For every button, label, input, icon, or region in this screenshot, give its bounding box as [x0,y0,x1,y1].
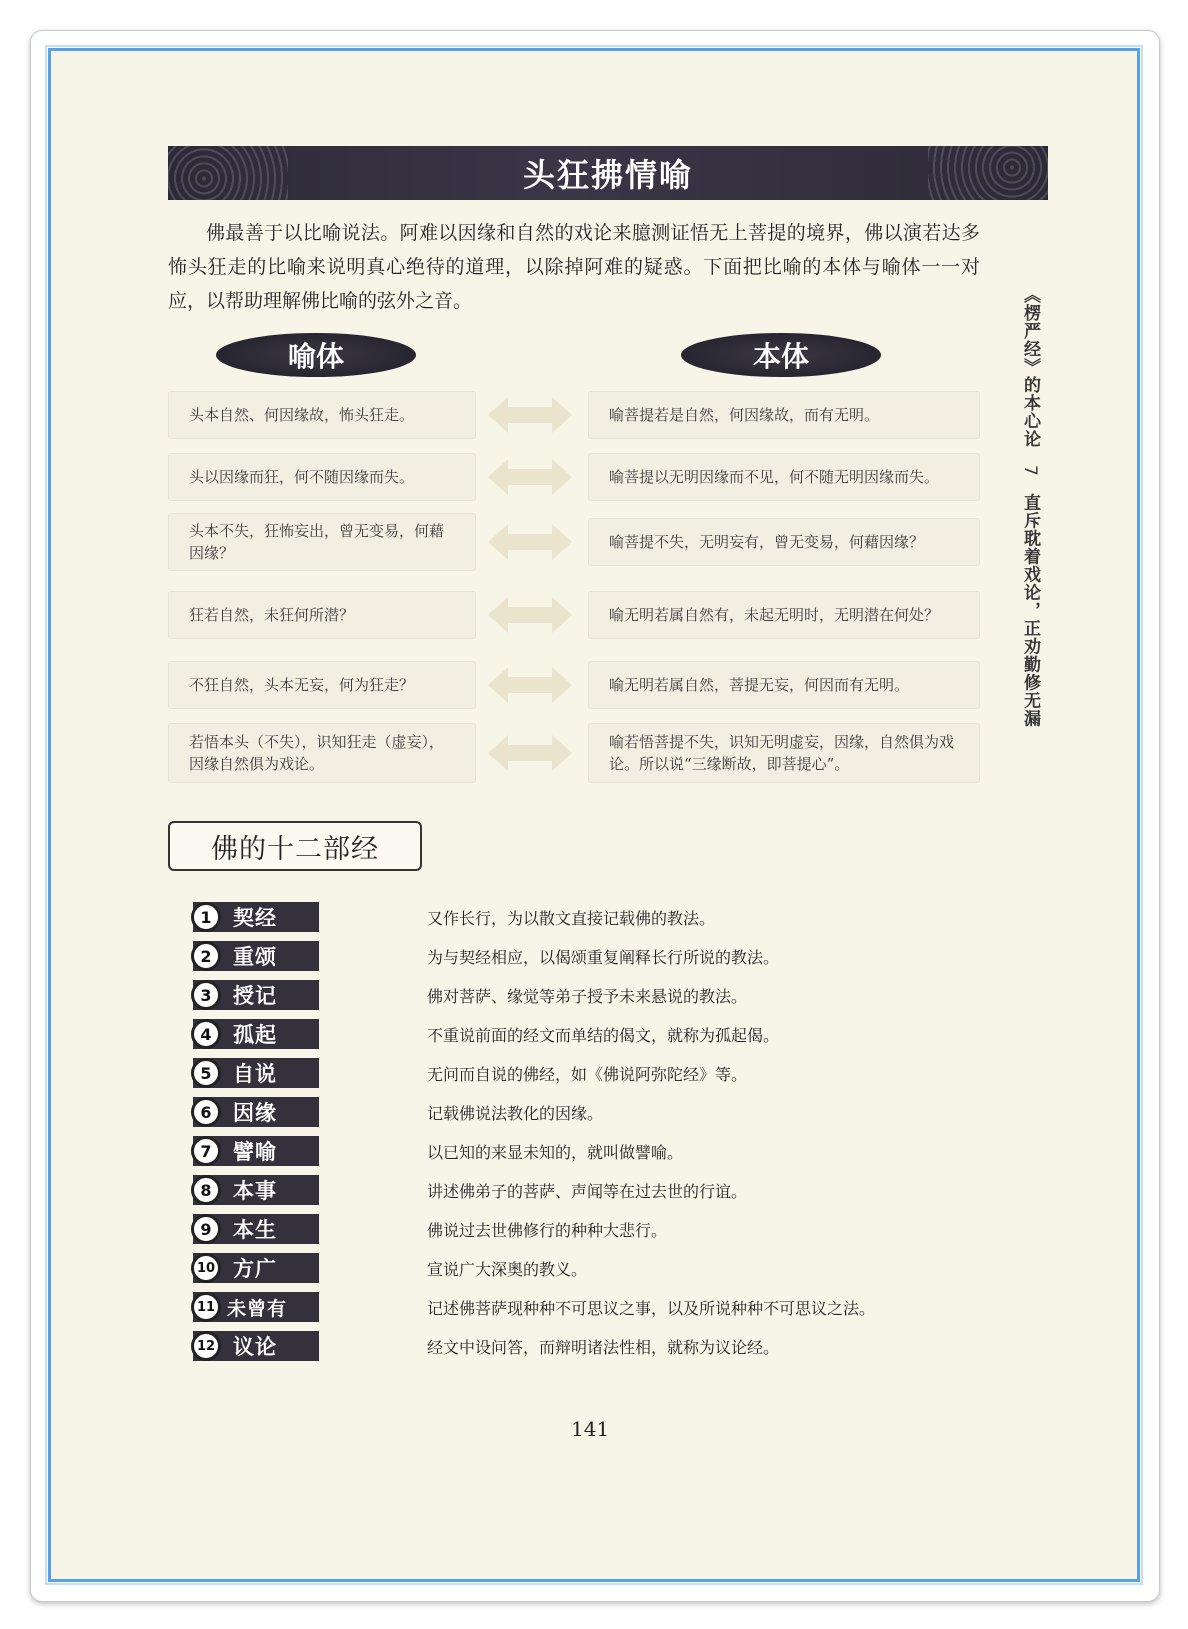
sutra-number: 2 [191,941,221,971]
sutra-tag [193,1097,319,1127]
sutra-item [193,979,748,1011]
sutra-name: 未曾有 [227,1297,288,1320]
sutra-description: 以已知的来显未知的，就叫做譬喻。 [427,1142,684,1162]
sutra-name: 自说 [233,1062,277,1086]
page-title: 头狂拂情喻 [522,156,693,194]
sutra-item [193,1174,748,1206]
sutra-item [193,1018,780,1050]
referent-cell: 喻菩提以无明因缘而不见，何不随无明因缘而失。 [588,453,980,501]
sutra-name: 授记 [233,984,277,1008]
sutra-name: 譬喻 [233,1140,277,1164]
double-arrow-icon [488,595,572,635]
sutra-description: 为与契经相应，以偈颂重复阐释长行所说的教法。 [427,947,780,967]
metaphor-cell: 头本自然、何因缘故，怖头狂走。 [168,391,476,439]
sutra-tag [193,1136,319,1166]
double-arrow-icon [488,733,572,773]
double-arrow-icon [488,665,572,705]
metaphor-cell: 狂若自然，未狂何所潜？ [168,591,476,639]
side-caption-number: 7 [1020,464,1040,477]
sutra-tag [193,1058,319,1088]
sutra-name: 方广 [233,1257,277,1281]
sutra-name: 因缘 [233,1101,277,1125]
sutra-item [193,901,716,933]
sutra-number: 5 [191,1058,221,1088]
metaphor-cell: 不狂自然，头本无妄，何为狂走？ [168,661,476,709]
referent-cell: 喻菩提若是自然，何因缘故，而有无明。 [588,391,980,439]
referent-cell: 喻若悟菩提不失，识知无明虚妄，因缘，自然俱为戏论。所以说“三缘断故，即菩提心”。 [588,723,980,783]
sutra-item [193,1213,668,1245]
sutra-tag [193,1019,319,1049]
sutra-description: 记载佛说法教化的因缘。 [427,1103,604,1123]
sutra-item [193,1252,588,1284]
side-caption [1013,286,1043,728]
sutra-tag [193,1253,319,1283]
sutra-item [193,1330,780,1362]
sutra-item [193,940,780,972]
book-page [48,48,1140,1582]
sutra-description: 佛对菩萨、缘觉等弟子授予未来悬说的教法。 [427,986,748,1006]
double-arrow-icon [488,395,572,435]
sutra-tag [193,1175,319,1205]
sutra-tag [193,902,319,932]
sutra-tag [193,980,319,1010]
sutra-number: 6 [191,1097,221,1127]
title-banner [168,146,1048,200]
sutra-description: 不重说前面的经文而单结的偈文，就称为孤起偈。 [427,1025,780,1045]
referent-cell: 喻菩提不失，无明妄有，曾无变易，何藉因缘？ [588,518,980,566]
sutra-tag [193,1331,319,1361]
sutra-number: 4 [191,1019,221,1049]
sutra-name: 本事 [233,1179,277,1203]
sutra-item [193,1096,604,1128]
double-arrow-icon [488,522,572,562]
sutra-number: 10 [191,1253,221,1283]
sutra-item [193,1291,876,1323]
sutra-name: 契经 [233,906,277,930]
side-caption-chapter: 直斥耽着戏论，正劝勤修无漏 [1020,493,1040,728]
section-title: 佛的十二部经 [168,821,422,871]
sutra-name: 本生 [233,1218,277,1242]
sutra-number: 8 [191,1175,221,1205]
referent-cell: 喻无明若属自然有，未起无明时，无明潜在何处？ [588,591,980,639]
sutra-number: 12 [191,1331,221,1361]
sutra-number: 1 [191,902,221,932]
sutra-item [193,1057,748,1089]
cloud-pattern-left [168,146,288,200]
sutra-number: 3 [191,980,221,1010]
cloud-pattern-right [928,146,1048,200]
sutra-name: 孤起 [233,1023,277,1047]
sutra-description: 佛说过去世佛修行的种种大悲行。 [427,1220,668,1240]
sutra-name: 议论 [233,1335,277,1359]
metaphor-cell: 若悟本头（不失），识知狂走（虚妄），因缘自然俱为戏论。 [168,723,476,783]
sutra-number: 9 [191,1214,221,1244]
referent-cell: 喻无明若属自然，菩提无妄，何因而有无明。 [588,661,980,709]
sutra-description: 经文中设问答，而辩明诸法性相，就称为议论经。 [427,1337,780,1357]
referent-header: 本体 [681,333,881,377]
sutra-tag [193,1292,319,1322]
metaphor-cell: 头本不失，狂怖妄出，曾无变易，何藉因缘？ [168,513,476,571]
double-arrow-icon [488,457,572,497]
sutra-item [193,1135,684,1167]
sutra-number: 7 [191,1136,221,1166]
metaphor-cell: 头以因缘而狂，何不随因缘而失。 [168,453,476,501]
side-caption-book: 《楞严经》的本心论 [1020,286,1040,448]
intro-paragraph: 佛最善于以比喻说法。阿难以因缘和自然的戏论来臆测证悟无上菩提的境界，佛以演若达多怖头狂走的比喻来说明真心绝待的道理，以除掉阿难的疑惑。下面把比喻的本体与喻体一一对应，以帮助理解佛比喻的弦外之音。 [168,222,980,312]
page-number: 141 [571,1417,610,1441]
sutra-description: 无问而自说的佛经，如《佛说阿弥陀经》等。 [427,1064,748,1084]
sutra-description: 记述佛菩萨现种种不可思议之事，以及所说种种不可思议之法。 [427,1298,876,1318]
metaphor-header: 喻体 [216,333,416,377]
sutra-description: 又作长行，为以散文直接记载佛的教法。 [427,908,716,928]
sutra-description: 宣说广大深奥的教义。 [427,1259,588,1279]
sutra-tag [193,1214,319,1244]
sutra-number: 11 [191,1292,221,1322]
sutra-description: 讲述佛弟子的菩萨、声闻等在过去世的行谊。 [427,1181,748,1201]
sutra-name: 重颂 [233,945,277,969]
sutra-tag [193,941,319,971]
